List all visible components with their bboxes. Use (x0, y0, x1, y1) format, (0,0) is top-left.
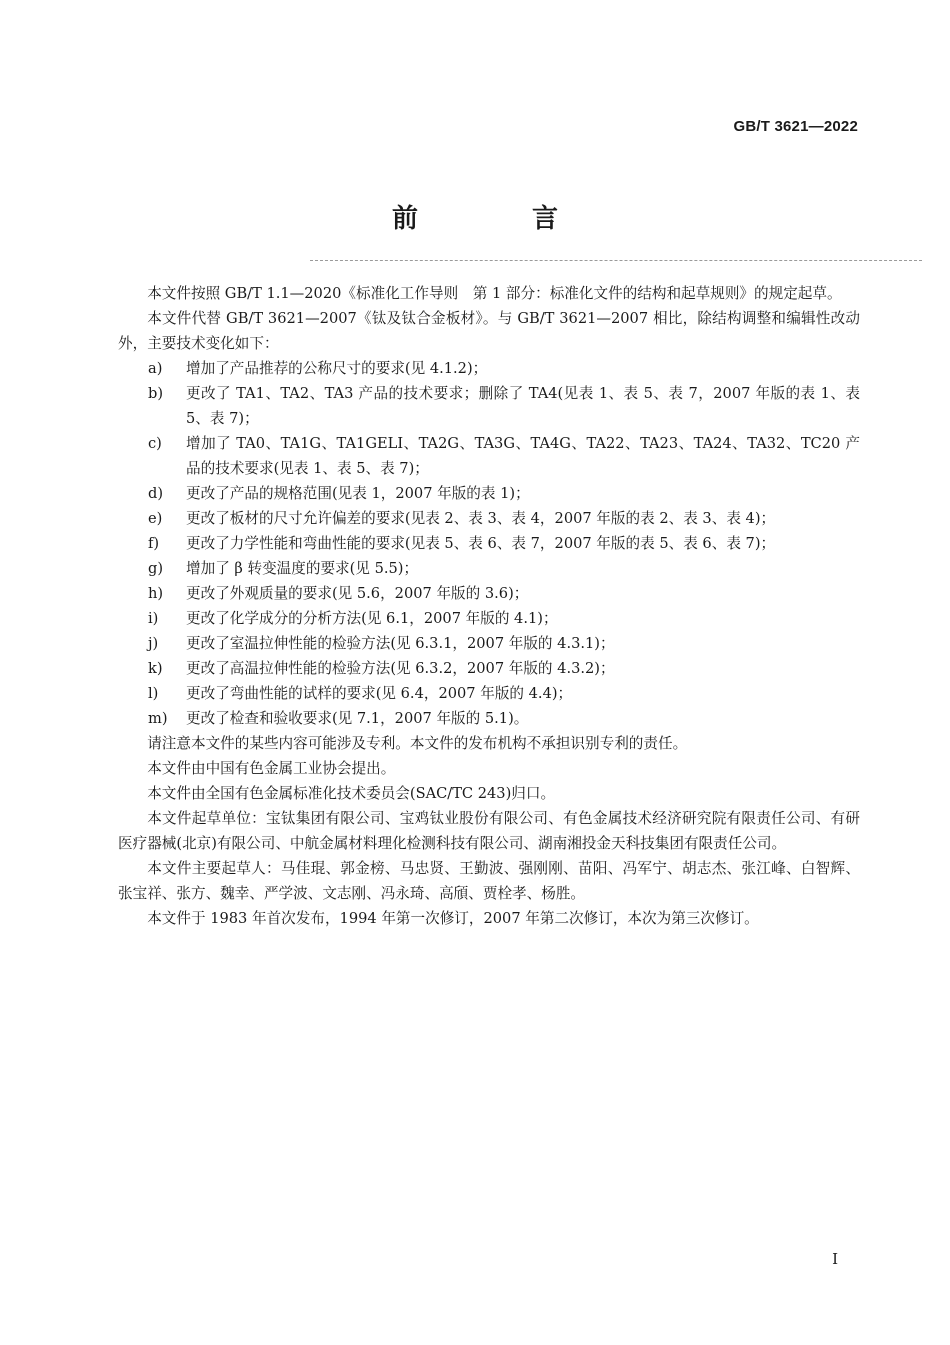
list-item (148, 481, 860, 506)
list-item-text: 增加了 TA0、TA1G、TA1GELI、TA2G、TA3G、TA4G、TA22、TA23、TA24、TA32、TC20 产品的技术要求(见表 1、表 5、表 7)； (186, 435, 860, 477)
list-marker: c) (148, 435, 162, 452)
changes-list (118, 356, 860, 731)
list-marker: f) (148, 535, 160, 552)
list-marker: g) (148, 560, 164, 577)
list-item (148, 506, 860, 531)
paragraph-drafters: 本文件主要起草人：马佳琨、郭金榜、马忠贤、王勤波、强刚刚、苗阳、冯军宁、胡志杰、张江峰、白智辉、张宝祥、张方、魏幸、严学波、文志刚、冯永琦、高頎、贾栓孝、杨胜。 (118, 860, 860, 902)
paragraph-history: 本文件于 1983 年首次发布，1994 年第一次修订，2007 年第二次修订，本次为第三次修订。 (147, 910, 759, 927)
list-item (148, 356, 860, 381)
list-marker: l) (148, 685, 159, 702)
paragraph-replacement: 本文件代替 GB/T 3621—2007《钛及钛合金板材》。与 GB/T 3621—2007 相比，除结构调整和编辑性改动外，主要技术变化如下： (118, 310, 860, 352)
list-item-text: 更改了力学性能和弯曲性能的要求(见表 5、表 6、表 7，2007 年版的表 5、表 6、表 7)； (186, 535, 776, 552)
list-item (148, 681, 860, 706)
list-item-text: 更改了高温拉伸性能的检验方法(见 6.3.2，2007 年版的 4.3.2)； (186, 660, 615, 677)
standard-code: GB/T 3621—2022 (733, 118, 858, 135)
paragraph-drafting-rules: 本文件按照 GB/T 1.1—2020《标准化工作导则 第 1 部分：标准化文件的结构和起草规则》的规定起草。 (147, 285, 842, 302)
list-marker: k) (148, 660, 163, 677)
paragraph-patent-notice: 请注意本文件的某些内容可能涉及专利。本文件的发布机构不承担识别专利的责任。 (147, 735, 688, 752)
list-item-text: 更改了板材的尺寸允许偏差的要求(见表 2、表 3、表 4，2007 年版的表 2、表 3、表 4)； (186, 510, 776, 527)
list-item (148, 381, 860, 431)
list-item (148, 631, 860, 656)
list-marker: j) (148, 635, 159, 652)
list-item (148, 656, 860, 681)
list-marker: b) (148, 385, 164, 402)
paragraph-proposer: 本文件由中国有色金属工业协会提出。 (147, 760, 396, 777)
list-item-text: 更改了化学成分的分析方法(见 6.1，2007 年版的 4.1)； (186, 610, 558, 627)
paragraph-drafting-units: 本文件起草单位：宝钛集团有限公司、宝鸡钛业股份有限公司、有色金属技术经济研究院有限责任公司、有研医疗器械(北京)有限公司、中航金属材料理化检测科技有限公司、湖南湘投金天科技集团有限责任公司。 (118, 810, 860, 852)
list-marker: i) (148, 610, 159, 627)
list-marker: e) (148, 510, 163, 527)
list-item-text: 更改了产品的规格范围(见表 1，2007 年版的表 1)； (186, 485, 530, 502)
list-item (148, 706, 860, 731)
title-divider (310, 260, 922, 261)
list-marker: a) (148, 360, 163, 377)
list-item (148, 606, 860, 631)
list-item-text: 更改了检查和验收要求(见 7.1，2007 年版的 5.1)。 (186, 710, 529, 727)
list-item (148, 556, 860, 581)
page-title: 前 言 (391, 204, 602, 234)
foreword-body (118, 281, 860, 931)
page-number: I (832, 1250, 838, 1268)
list-marker: d) (148, 485, 164, 502)
list-item (148, 431, 860, 481)
list-marker: m) (148, 710, 168, 727)
paragraph-committee: 本文件由全国有色金属标准化技术委员会(SAC/TC 243)归口。 (147, 785, 556, 802)
list-item-text: 更改了 TA1、TA2、TA3 产品的技术要求；删除了 TA4(见表 1、表 5、表 7，2007 年版的表 1、表 5、表 7)； (186, 385, 860, 427)
list-item-text: 增加了 β 转变温度的要求(见 5.5)； (186, 560, 419, 577)
list-item-text: 更改了外观质量的要求(见 5.6，2007 年版的 3.6)； (186, 585, 529, 602)
list-item-text: 增加了产品推荐的公称尺寸的要求(见 4.1.2)； (186, 360, 488, 377)
list-item (148, 581, 860, 606)
list-marker: h) (148, 585, 164, 602)
list-item (148, 531, 860, 556)
list-item-text: 更改了弯曲性能的试样的要求(见 6.4，2007 年版的 4.4)； (186, 685, 573, 702)
list-item-text: 更改了室温拉伸性能的检验方法(见 6.3.1，2007 年版的 4.3.1)； (186, 635, 615, 652)
